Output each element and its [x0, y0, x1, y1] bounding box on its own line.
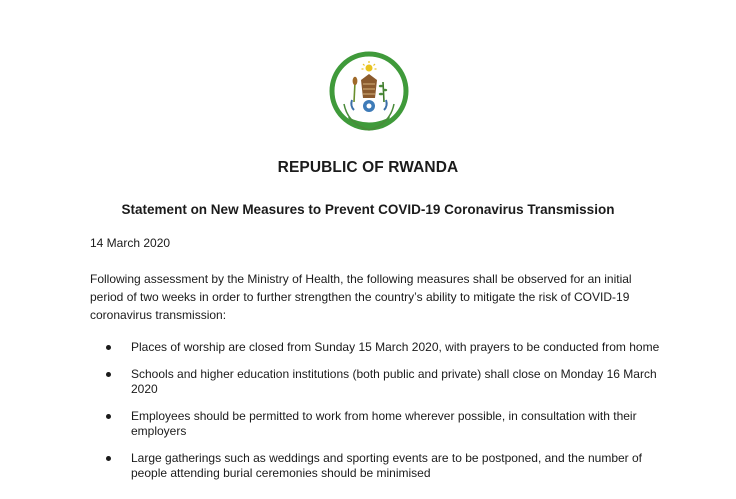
list-item-text: Places of worship are closed from Sunday 15 March 2020, with prayers to be conducted from home	[131, 340, 660, 354]
list-item-text: Large gatherings such as weddings and sporting events are to be postponed, and the number of people attending burial ceremonies should be minimised	[131, 450, 643, 480]
list-item-text: Employees should be permitted to work from home wherever possible, in consultation with their employers	[131, 408, 637, 438]
statement-date: 14 March 2020	[90, 236, 171, 250]
list-item	[104, 340, 664, 356]
rwanda-coat-of-arms-icon	[328, 44, 410, 142]
measures-list	[104, 340, 664, 493]
bullet-icon	[106, 456, 111, 461]
list-item	[104, 367, 664, 398]
list-item-text: Schools and higher education institutions (both public and private) shall close on Monday 16 March 2020	[131, 366, 657, 396]
list-item	[104, 451, 664, 482]
page-title: REPUBLIC OF RWANDA	[277, 159, 459, 176]
intro-paragraph: Following assessment by the Ministry of Health, the following measures shall be observed for an initial period of two weeks in order to further strengthen the country’s ability to mitigate the risk of COVID-19 coronavirus transmission:	[90, 272, 632, 322]
bullet-icon	[106, 345, 111, 350]
bullet-icon	[106, 372, 111, 377]
bullet-icon	[106, 414, 111, 419]
statement-subtitle: Statement on New Measures to Prevent COVID-19 Coronavirus Transmission	[121, 202, 615, 217]
list-item	[104, 409, 664, 440]
